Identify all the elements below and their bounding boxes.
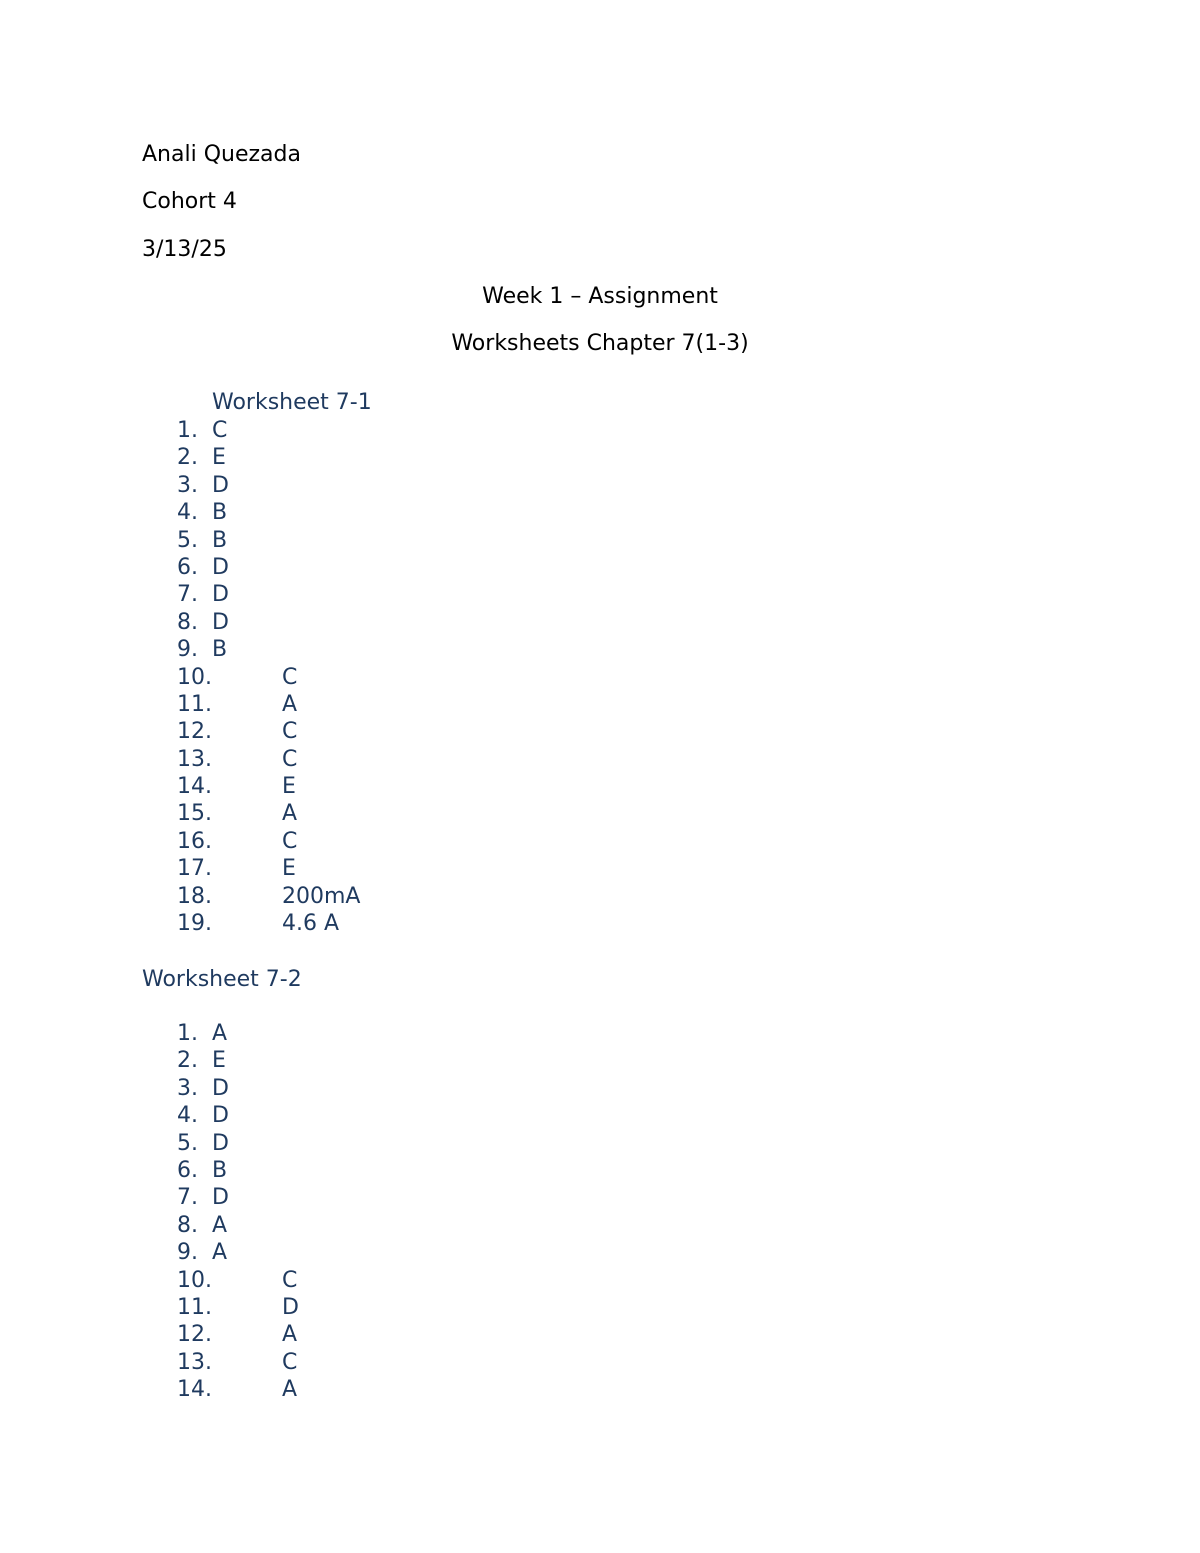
item-answer: D bbox=[212, 1185, 229, 1211]
worksheet-7-2-heading: Worksheet 7-2 bbox=[142, 967, 302, 992]
item-number: 5. bbox=[177, 1130, 198, 1156]
item-number: 14. bbox=[177, 774, 212, 800]
item-answer: E bbox=[212, 445, 226, 471]
item-answer: D bbox=[212, 1103, 229, 1129]
item-answer: B bbox=[212, 500, 228, 526]
item-number: 7. bbox=[177, 582, 198, 608]
item-answer: A bbox=[282, 1322, 298, 1348]
item-answer: C bbox=[282, 1267, 298, 1293]
item-number: 8. bbox=[177, 1212, 198, 1238]
item-answer: C bbox=[212, 418, 228, 443]
item-number: 8. bbox=[177, 609, 198, 635]
item-answer: D bbox=[212, 609, 229, 635]
item-number: 3. bbox=[177, 472, 198, 498]
date-label: 3/13/25 bbox=[142, 237, 227, 262]
item-number: 13. bbox=[177, 1349, 212, 1375]
item-answer: A bbox=[212, 1021, 228, 1046]
item-answer: A bbox=[212, 1212, 228, 1238]
item-answer: B bbox=[212, 1157, 228, 1183]
item-answer: C bbox=[282, 664, 298, 690]
item-number: 10. bbox=[177, 1267, 212, 1293]
item-number: 9. bbox=[177, 1240, 198, 1266]
item-number: 18. bbox=[177, 883, 212, 909]
item-number: 4. bbox=[177, 1103, 198, 1129]
item-answer: D bbox=[282, 1294, 299, 1320]
item-answer: A bbox=[282, 1377, 298, 1403]
item-answer: D bbox=[212, 1075, 229, 1101]
item-number: 1. bbox=[177, 418, 198, 443]
item-number: 12. bbox=[177, 719, 212, 745]
item-number: 16. bbox=[177, 828, 212, 854]
item-number: 10. bbox=[177, 664, 212, 690]
item-answer: B bbox=[212, 527, 228, 553]
item-number: 6. bbox=[177, 554, 198, 580]
item-answer: A bbox=[212, 1240, 228, 1266]
item-number: 2. bbox=[177, 1048, 198, 1074]
item-number: 15. bbox=[177, 801, 212, 827]
document-title: Week 1 – Assignment bbox=[482, 284, 718, 309]
item-answer: C bbox=[282, 746, 298, 772]
item-number: 11. bbox=[177, 691, 212, 717]
item-number: 3. bbox=[177, 1075, 198, 1101]
item-number: 17. bbox=[177, 856, 212, 882]
worksheet-7-1-heading: Worksheet 7-1 bbox=[212, 390, 372, 415]
item-answer: E bbox=[282, 856, 296, 882]
item-answer: E bbox=[282, 774, 296, 800]
item-answer: 200mA bbox=[282, 883, 361, 909]
item-answer: D bbox=[212, 1130, 229, 1156]
item-number: 6. bbox=[177, 1157, 198, 1183]
cohort-label: Cohort 4 bbox=[142, 189, 237, 214]
item-answer: D bbox=[212, 472, 229, 498]
item-number: 12. bbox=[177, 1322, 212, 1348]
item-answer: D bbox=[212, 554, 229, 580]
document-subtitle: Worksheets Chapter 7(1-3) bbox=[451, 331, 749, 356]
item-number: 5. bbox=[177, 527, 198, 553]
item-number: 4. bbox=[177, 500, 198, 526]
item-number: 2. bbox=[177, 445, 198, 471]
item-answer: B bbox=[212, 637, 228, 663]
author-name: Anali Quezada bbox=[142, 142, 301, 167]
item-number: 19. bbox=[177, 911, 212, 937]
item-number: 9. bbox=[177, 637, 198, 663]
item-answer: D bbox=[212, 582, 229, 608]
item-answer: E bbox=[212, 1048, 226, 1074]
item-number: 13. bbox=[177, 746, 212, 772]
item-number: 7. bbox=[177, 1185, 198, 1211]
item-answer: C bbox=[282, 1349, 298, 1375]
item-answer: 4.6 A bbox=[282, 911, 340, 937]
item-number: 11. bbox=[177, 1294, 212, 1320]
item-answer: C bbox=[282, 828, 298, 854]
item-number: 1. bbox=[177, 1021, 198, 1046]
item-answer: A bbox=[282, 801, 298, 827]
item-answer: C bbox=[282, 719, 298, 745]
item-answer: A bbox=[282, 691, 298, 717]
item-number: 14. bbox=[177, 1377, 212, 1403]
